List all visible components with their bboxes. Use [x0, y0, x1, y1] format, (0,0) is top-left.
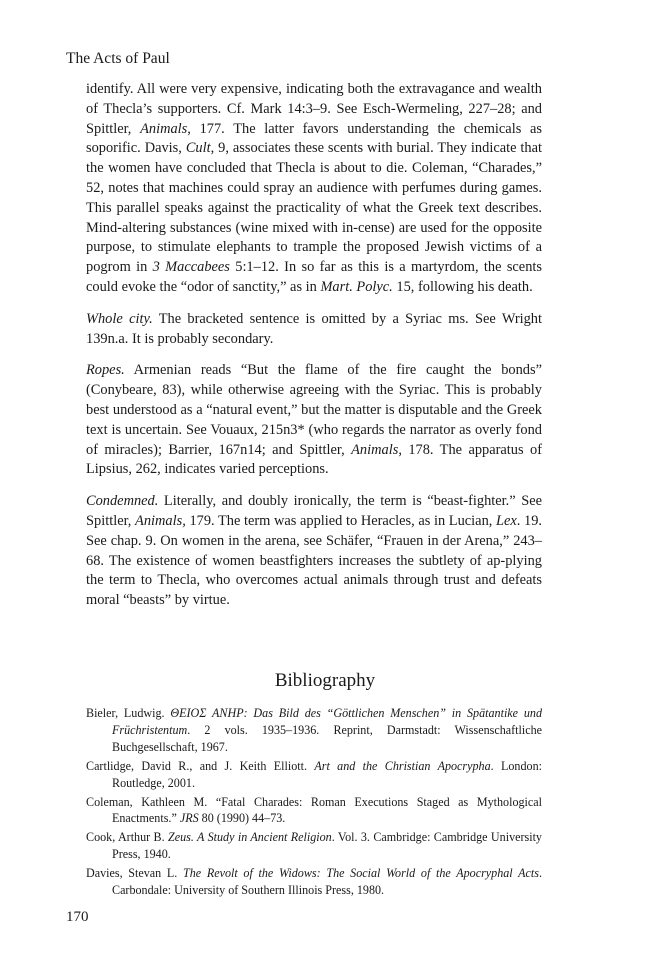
bibliography-entry: [86, 794, 542, 828]
italic-segment: Lex: [496, 512, 517, 529]
text-segment: , 9, associates these scents with burial. They indicate that the women have concluded that Thecla is about to die. Coleman, “Charades,” 52, notes that machines could spray an audience with perfumes during games. This parallel speaks against the practicality of what the Greek text describes. Mind-altering substances (wine mixed with in-cense) are used for the opposite purpose, to stimulate elephants to trample the proposed Jewish victims of a pogrom in: [86, 140, 542, 276]
italic-segment: Zeus. A Study in Ancient Religion: [168, 830, 332, 845]
lemma: Whole city.: [86, 310, 153, 327]
text-segment: Coleman, Kathleen M. “Fatal Charades: Roman Executions Staged as Mythological Enactments.”: [86, 794, 542, 826]
text-segment: Literally, and doubly ironically, the term is “beast-fighter.” See Spittler,: [86, 493, 542, 529]
paragraph-scents: [86, 80, 542, 298]
bibliography-entry: [86, 865, 542, 899]
text-segment: . 19. See chap. 9. On women in the arena, see Schäfer, “Frauen in der Arena,” 243–68. The existence of women beastfighters increases the subtlety of ap-plying the term to Thecla, who overcomes actual animals through trust and defeats moral “beasts” by virtue.: [86, 512, 542, 609]
bibliography-entry: [86, 829, 542, 863]
commentary-body: [86, 80, 542, 623]
lemma: Ropes.: [86, 362, 125, 379]
text-segment: . Carbondale: University of Southern Illinois Press, 1980.: [112, 866, 542, 898]
paragraph-whole-city: [86, 310, 542, 350]
text-segment: Davies, Stevan L.: [86, 866, 184, 881]
text-segment: 15, following his death.: [392, 278, 533, 295]
italic-segment: 3 Maccabees: [152, 259, 230, 276]
text-segment: identify. All were very expensive, indicating both the extravagance and wealth of Thecla’s supporters. Cf. Mark 14:3–9. See Esch-Wermeling, 227–28; and Spittler,: [86, 81, 542, 137]
bibliography-entry: [86, 705, 542, 756]
text-segment: Cook, Arthur B.: [86, 830, 169, 845]
text-segment: . 2 vols. 1935–1936. Reprint, Darmstadt: Wissenschaftliche Buchgesellschaft, 1967.: [112, 722, 542, 754]
text-segment: 179. The term was applied to Heracles, as in Lucian,: [185, 512, 496, 529]
italic-segment: Mart. Polyc.: [320, 278, 393, 295]
bibliography-entry: [86, 758, 542, 792]
italic-segment: ΘΕΙΟΣ ΑΝΗΡ: Das Bild des “Göttlichen Menschen” in Spätantike und Früchristentum: [112, 706, 542, 737]
text-segment: Cartlidge, David R., and J. Keith Elliott.: [86, 758, 315, 773]
bibliography-heading: Bibliography: [274, 670, 376, 691]
text-segment: Bieler, Ludwig.: [86, 706, 171, 720]
italic-segment: Cult: [185, 140, 211, 157]
italic-segment: Art and the Christian Apocrypha: [314, 758, 491, 773]
italic-segment: Animals: [140, 120, 188, 137]
italic-segment: The Revolt of the Widows: The Social World of the Apocryphal Acts: [183, 866, 539, 881]
italic-segment: Animals,: [135, 512, 186, 529]
text-segment: , 177. The latter favors understanding the chemicals as soporific. Davis,: [86, 120, 542, 157]
running-head: The Acts of Paul: [66, 50, 170, 67]
paragraph-condemned: [86, 492, 542, 611]
text-segment: 80 (1990) 44–73.: [198, 811, 286, 826]
text-segment: . Vol. 3. Cambridge: Cambridge University Press, 1940.: [112, 830, 542, 862]
bibliography-list: [86, 705, 542, 901]
page-number: 170: [66, 909, 89, 925]
italic-segment: Animals: [351, 441, 399, 458]
paragraph-ropes: [86, 361, 542, 480]
lemma: Condemned.: [86, 493, 159, 510]
text-segment: . London: Routledge, 2001.: [112, 758, 542, 790]
text-segment: , 178. The apparatus of Lipsius, 262, indicates varied perceptions.: [86, 441, 542, 478]
text-segment: The bracketed sentence is omitted by a Syriac ms. See Wright 139n.a. It is probably secondary.: [86, 310, 543, 347]
italic-segment: JRS: [179, 811, 199, 826]
text-segment: 5:1–12. In so far as this is a martyrdom, the scents could evoke the “odor of sanctity,” as in: [86, 259, 542, 295]
text-segment: Armenian reads “But the flame of the fire caught the bonds” (Conybeare, 83), while otherwise agreeing with the Syriac. This is probably best understood as a “natural event,” but the matter is disputable and the Greek text is uncertain. See Vouaux, 215n3* (who regards the narrator as overly fond of miracles); Barrier, 167n14; and Spittler,: [86, 362, 542, 458]
